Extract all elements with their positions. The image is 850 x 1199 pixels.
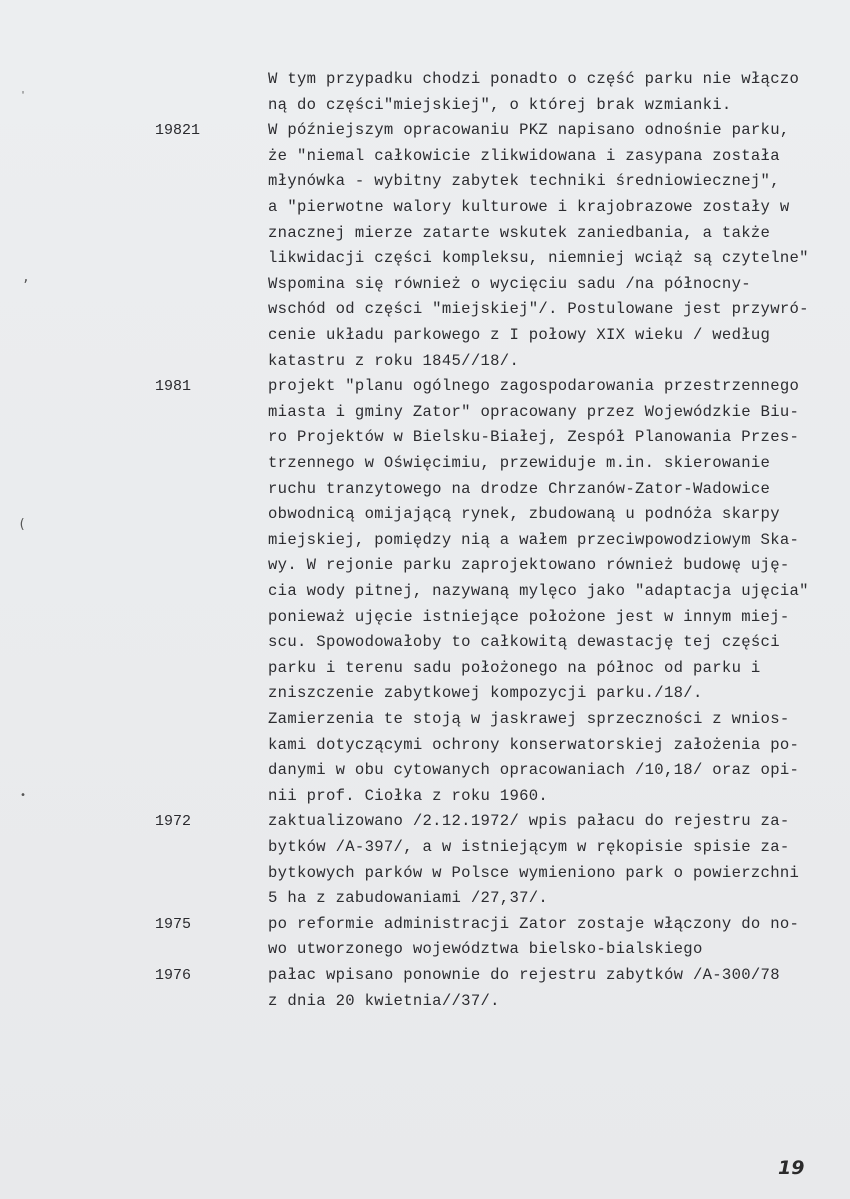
text-line: zaktualizowano /2.12.1972/ wpis pałacu do rejestru za- [268,812,790,831]
year-label: 19821 [155,122,201,140]
text-line: młynówka - wybitny zabytek techniki średniowiecznej", [268,172,780,191]
text-line: Zamierzenia te stoją w jaskrawej sprzeczności z wnios- [268,710,790,728]
text-line: miasta i gminy Zator" opracowany przez Wojewódzkie Biu- [268,402,800,421]
year-label: 1975 [155,915,192,933]
text-line: 5 ha z zabudowaniami /27,37/. [268,889,549,908]
text-line: likwidacji części kompleksu, niemniej wciąż są czytelne" [268,249,809,268]
page-number: 19 [778,1157,805,1179]
text-line: miejskiej, pomiędzy nią a wałem przeciwpowodziowym Ska- [268,530,800,549]
text-line: nii prof. Ciołka z roku 1960. [268,786,549,805]
text-line: Wspomina się również o wycięciu sadu /na północny- [268,274,751,293]
margin-mark: • [20,790,27,801]
text-line: parku i terenu sadu położonego na północ od parku i [268,658,761,677]
text-line: bytków /A-397/, a w istniejącym w rękopisie spisie za- [268,838,790,856]
text-line: ro Projektów w Bielsku-Białej, Zespół Planowania Przes- [268,428,800,447]
year-label: 1981 [155,378,192,396]
text-line: kami dotyczącymi ochrony konserwatorskiej założenia po- [268,735,800,754]
text-line: cenie układu parkowego z I połowy XIX wieku / według [268,326,771,344]
text-line: wschód od części "miejskiej"/. Postulowane jest przywró- [268,300,809,319]
text-line: wy. W rejonie parku zaprojektowano również budowę uję- [268,556,790,575]
text-line: trzennego w Oświęcimiu, przewiduje m.in. skierowanie [268,454,771,472]
text-line: W tym przypadku chodzi ponadto o część parku nie włączo [268,70,800,88]
text-line: wo utworzonego województwa bielsko-bialskiego [268,940,703,959]
text-line: że "niemal całkowicie zlikwidowana i zasypana została [268,146,780,165]
margin-mark: ( [18,517,26,532]
text-line: W późniejszym opracowaniu PKZ napisano odnośnie parku, [268,121,790,140]
year-label: 1972 [155,813,192,831]
text-line: a "pierwotne walory kulturowe i krajobrazowe zostały w [268,198,790,216]
text-line: bytkowych parków w Polsce wymieniono park o powierzchni [268,863,800,882]
text-line: po reformie administracji Zator zostaje włączony do no- [268,914,800,933]
text-line: ponieważ ujęcie istniejące położone jest w innym miej- [268,607,790,626]
text-line: obwodnicą omijającą rynek, zbudowaną u podnóża skarpy [268,505,780,524]
text-line: cia wody pitnej, nazywaną mylęco jako "adaptacja ujęcia" [268,582,809,600]
margin-mark: , [22,270,30,285]
text-line: pałac wpisano ponownie do rejestru zabytków /A-300/78 [268,966,780,984]
text-line: zniszczenie zabytkowej kompozycji parku./18/. [268,684,703,703]
text-line: scu. Spowodowałoby to całkowitą dewastację tej części [268,633,780,652]
text-line: znacznej mierze zatarte wskutek zaniedbania, a także [268,223,771,242]
text-line: ną do części"miejskiej", o której brak wzmianki. [268,95,732,114]
text-line: katastru z roku 1845//18/. [268,351,520,370]
text-line: danymi w obu cytowanych opracowaniach /10,18/ oraz opi- [268,761,800,780]
margin-mark: ' [20,90,27,101]
text-line: ruchu tranzytowego na drodze Chrzanów-Zator-Wadowice [268,479,771,498]
text-line: z dnia 20 kwietnia//37/. [268,991,500,1010]
text-line: projekt "planu ogólnego zagospodarowania przestrzennego [268,377,800,396]
year-label: 1976 [155,967,192,984]
